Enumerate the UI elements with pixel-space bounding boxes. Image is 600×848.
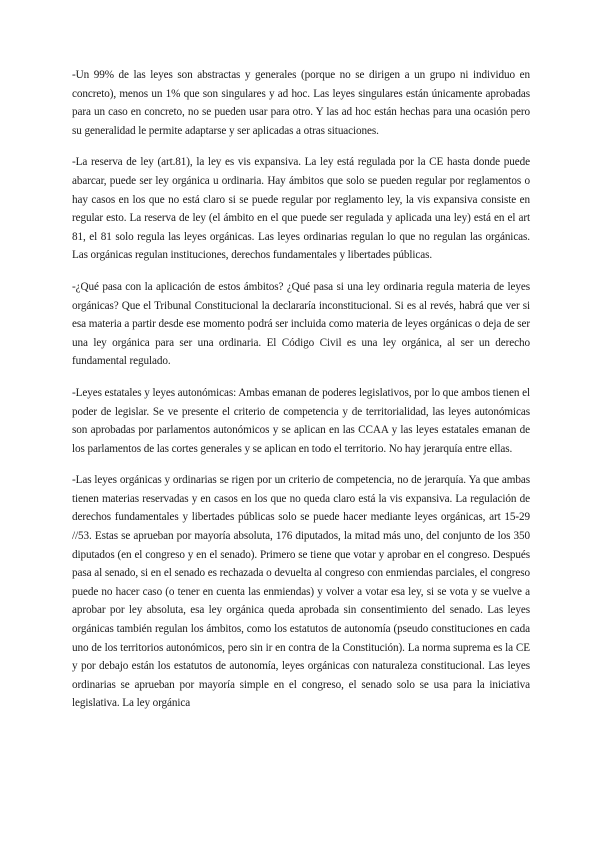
document-page xyxy=(72,66,530,726)
paragraph-leyes-organicas-ordinarias: -Las leyes orgánicas y ordinarias se rigen por un criterio de competencia, no de jerarquía. Ya que ambas tienen materias reservadas y en casos en los que no queda claro está la vis expansiva. La regulación de derechos fundamentales y libertades públicas solo se puede hacer mediante leyes orgánicas, art 15-29 //53. Estas se aprueban por mayoría absoluta, 176 diputados, la mitad más uno, del conjunto de los 350 diputados (en el congreso y en el senado). Primero se tiene que votar y aprobar en el congreso. Después pasa al senado, si en el senado es rechazada o devuelta al congreso con enmiendas parciales, el congreso puede no hacer caso (o tener en cuenta las enmiendas) y volver a votar esa ley, si se vota y se vuelve a aprobar por ley absoluta, esa ley orgánica queda aprobada sin consentimiento del senado. Las leyes orgánicas también regulan los ámbitos, como los estatutos de autonomía (pseudo constituciones en cada uno de los territorios autonómicos, pero sin ir en contra de la Constitución). La norma suprema es la CE y por debajo están los estatutos de autonomía, leyes orgánicas con naturaleza constitucional. Las leyes ordinarias se aprueban por mayoría simple en el congreso, el senado solo se usa para la iniciativa legislativa. La ley orgánica xyxy=(72,474,530,710)
paragraph-leyes-estatales-autonomicas: -Leyes estatales y leyes autonómicas: Ambas emanan de poderes legislativos, por lo que ambos tienen el poder de legislar. Se ve presente el criterio de competencia y de territorialidad, las leyes autonómicas son aprobadas por parlamentos autonómicos y se aplican en las CCAA y las leyes estatales emanan de los parlamentos de las cortes generales y se aplican en todo el territorio. No hay jerarquía entre ellas. xyxy=(72,386,530,455)
paragraph-singular-laws: -Un 99% de las leyes son abstractas y generales (porque no se dirigen a un grupo ni individuo en concreto), menos un 1% que son singulares y ad hoc. Las leyes singulares están únicamente aprobadas para un caso en concreto, no se pueden usar para otro. Y las ad hoc están hechas para una ocasión pero su generalidad le permite adaptarse y ser aplicadas a otras situaciones. xyxy=(72,69,530,137)
paragraph-reserva-de-ley: -La reserva de ley (art.81), la ley es vis expansiva. La ley está regulada por la CE hasta donde puede abarcar, puede ser ley orgánica u ordinaria. Hay ámbitos que solo se pueden regular por reglamentos o hay casos en los que no está claro si se puede regular por reglamento ley, la vis expansiva consiste en regular esto. La reserva de ley (el ámbito en el que puede ser regulada y aplicada una ley) está en el art 81, el 81 solo regula las leyes orgánicas. Las leyes ordinarias regulan lo que no regulan las orgánicas. Las orgánicas regulan instituciones, derechos fundamentales y libertades públicas. xyxy=(72,156,530,262)
paragraph-aplicacion-ambitos: -¿Qué pasa con la aplicación de estos ámbitos? ¿Qué pasa si una ley ordinaria regula materia de leyes orgánicas? Que el Tribunal Constitucional la declararía inconstitucional. Si es al revés, habrá que ver si esa materia a partir desde ese momento podrá ser incluida como materia de leyes orgánicas o deja de ser una ley orgánica para ser una ordinaria. El Código Civil es una ley orgánica, al ser un derecho fundamental regulado. xyxy=(72,280,530,368)
